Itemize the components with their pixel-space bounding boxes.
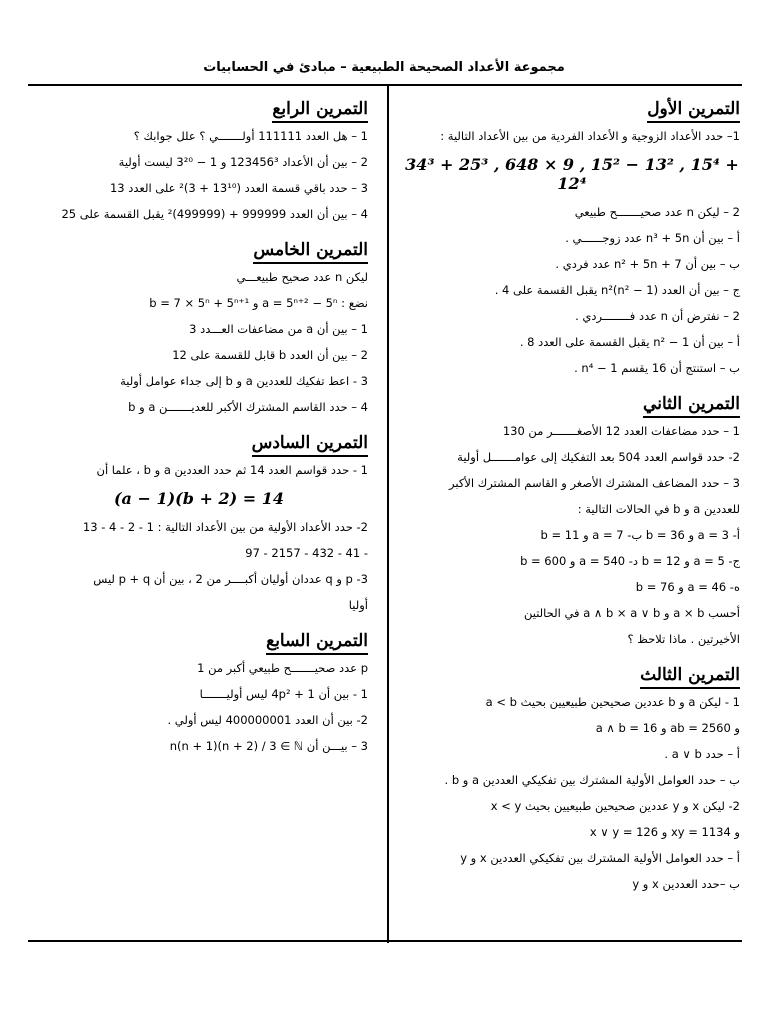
right-exercise-title: التمرين الأول [647, 98, 740, 123]
right-text-line: أ – حدد a ∨ b . [664, 747, 740, 761]
right-text-line: و ab = 2560 و a ∧ b = 16 [595, 721, 740, 735]
right-text-line: الأخيرتين . ماذا تلاحظ ؟ [627, 632, 740, 646]
right-text-line: 2 – ليكن n عدد صحيـــــــح طبيعي [574, 205, 740, 219]
right-text-line: 3 – حدد المضاعف المشترك الأصغر و القاسم المشترك الأكبر [449, 476, 740, 490]
right-text-line: 1 – حدد مضاعفات العدد 12 الأصغـــــــر من 130 [502, 424, 740, 438]
header-rule [28, 84, 742, 86]
right-text-line: ج – بين أن العدد n²(n² − 1) يقبل القسمة على 4 . [494, 283, 740, 297]
right-text-line: 2- ليكن x و y عددين صحيحين طبيعيين بحيث x < y [490, 799, 740, 813]
left-text-line: 3 - اعط تفكيك للعددين a و b إلى جداء عوامل أولية [120, 374, 368, 388]
right-exercise-title: التمرين الثاني [643, 393, 740, 418]
left-equation: (a − 1)(b + 2) = 14 [113, 489, 284, 508]
left-text-line: - 41 - 432 - 2157 - 97 [245, 546, 368, 560]
left-text-line: 3 – حدد باقي قسمة العدد (13¹⁰ + 3)² على العدد 13 [109, 181, 368, 195]
right-text-line: ب –حدد العددين x و y [632, 877, 740, 891]
left-text-line: 2 – بين أن العدد b قابل للقسمة على 12 [172, 348, 368, 362]
right-text-line: 2 – نفترض أن n عدد فــــــــردي . [575, 309, 740, 323]
left-text-line: 1 – هل العدد 111111 أولـــــــي ؟ علل جوابك ؟ [133, 129, 368, 143]
right-text-line: ب – استنتج أن 16 يقسم n⁴ − 1 . [574, 361, 740, 375]
left-text-line: 3 – بيـــن أن n(n + 1)(n + 2) / 3 ∈ ℕ [169, 739, 368, 753]
left-exercise-title: التمرين الخامس [253, 239, 368, 264]
right-text-line: ج- a = 5 و b = 12 د- a = 540 و b = 600 [520, 554, 740, 568]
left-text-line: ليكن n عدد صحيح طبيعـــي [236, 270, 368, 284]
left-text-line: 1 - حدد قواسم العدد 14 ثم حدد العددين a و b ، علما أن [96, 463, 368, 477]
page-title: مجموعة الأعداد الصحيحة الطبيعية – مبادئ في الحسابيات [203, 60, 565, 75]
left-text-line: أوليا [348, 598, 368, 612]
right-column [404, 92, 740, 903]
left-text-line: 4 – حدد القاسم المشترك الأكبر للعديـــــــن a و b [128, 400, 368, 414]
right-text-line: 1 - ليكن a و b عددين صحيحين طبيعيين بحيث a < b [485, 695, 740, 709]
right-text-line: أ – حدد العوامل الأولية المشترك بين تفكيكي العددين x و y [460, 851, 740, 865]
right-exercise-title: التمرين الثالث [640, 664, 740, 689]
left-text-line: 2- بين أن العدد 400000001 ليس أولي . [167, 713, 368, 727]
left-text-line: 2 – بين أن الأعداد 123456³ و 1 − 3²⁰ ليست أولية [118, 155, 368, 169]
right-text-line: أ- a = 3 و b = 36 ب- a = 7 و b = 11 [540, 528, 740, 542]
right-text-line: أحسب a × b و a ∧ b × a ∨ b في الحالتين [523, 606, 740, 620]
left-text-line: 3- p و q عددان أوليان أكبــــر من 2 ، بين أن p + q ليس [93, 572, 368, 586]
left-exercise-title: التمرين السادس [252, 432, 368, 457]
left-text-line: 4 – بين أن العدد 999999 + (499999)² يقبل القسمة على 25 [61, 207, 368, 221]
right-text-line: 1– حدد الأعداد الزوجية و الأعداد الفردية من بين الأعداد التالية : [440, 129, 740, 143]
column-divider [387, 86, 389, 943]
left-text-line: 1 - بين أن 4p² + 1 ليس أوليـــــــا [199, 687, 368, 701]
right-text-line: ب – حدد العوامل الأولية المشترك بين تفكيكي العددين a و b . [444, 773, 740, 787]
right-text-line: ب – بين أن n² + 5n + 7 عدد فردي . [555, 257, 740, 271]
left-text-line: نضع : a = 5ⁿ⁺² − 5ⁿ و b = 7 × 5ⁿ + 5ⁿ⁺¹ [149, 296, 368, 310]
right-text-line: ه- a = 46 و b = 76 [635, 580, 740, 594]
left-text-line: 1 – بين أن a من مضاعفات العـــدد 3 [189, 322, 368, 336]
right-equation: 34³ + 25³ , 648 × 9 , 15² − 13² , 15⁴ + 12⁴ [405, 155, 739, 193]
footer-rule [28, 940, 742, 942]
left-text-line: 2- حدد الأعداد الأولية من بين الأعداد التالية : 1 - 2 - 4 - 13 [82, 520, 368, 534]
right-text-line: للعددين a و b في الحالات التالية : [577, 502, 740, 516]
left-exercise-title: التمرين السابع [266, 630, 368, 655]
left-text-line: p عدد صحيـــــــح طبيعي أكبر من 1 [197, 661, 368, 675]
right-text-line: أ – بين أن n³ + 5n عدد زوجــــــي . [565, 231, 740, 245]
right-text-line: 2- حدد قواسم العدد 504 بعد التفكيك إلى عوامـــــــل أولية [457, 450, 740, 464]
left-column [30, 92, 368, 765]
right-text-line: و xy = 1134 و x ∨ y = 126 [589, 825, 740, 839]
right-text-line: أ – بين أن n² − 1 يقبل القسمة على العدد 8 . [519, 335, 740, 349]
left-exercise-title: التمرين الرابع [272, 98, 368, 123]
